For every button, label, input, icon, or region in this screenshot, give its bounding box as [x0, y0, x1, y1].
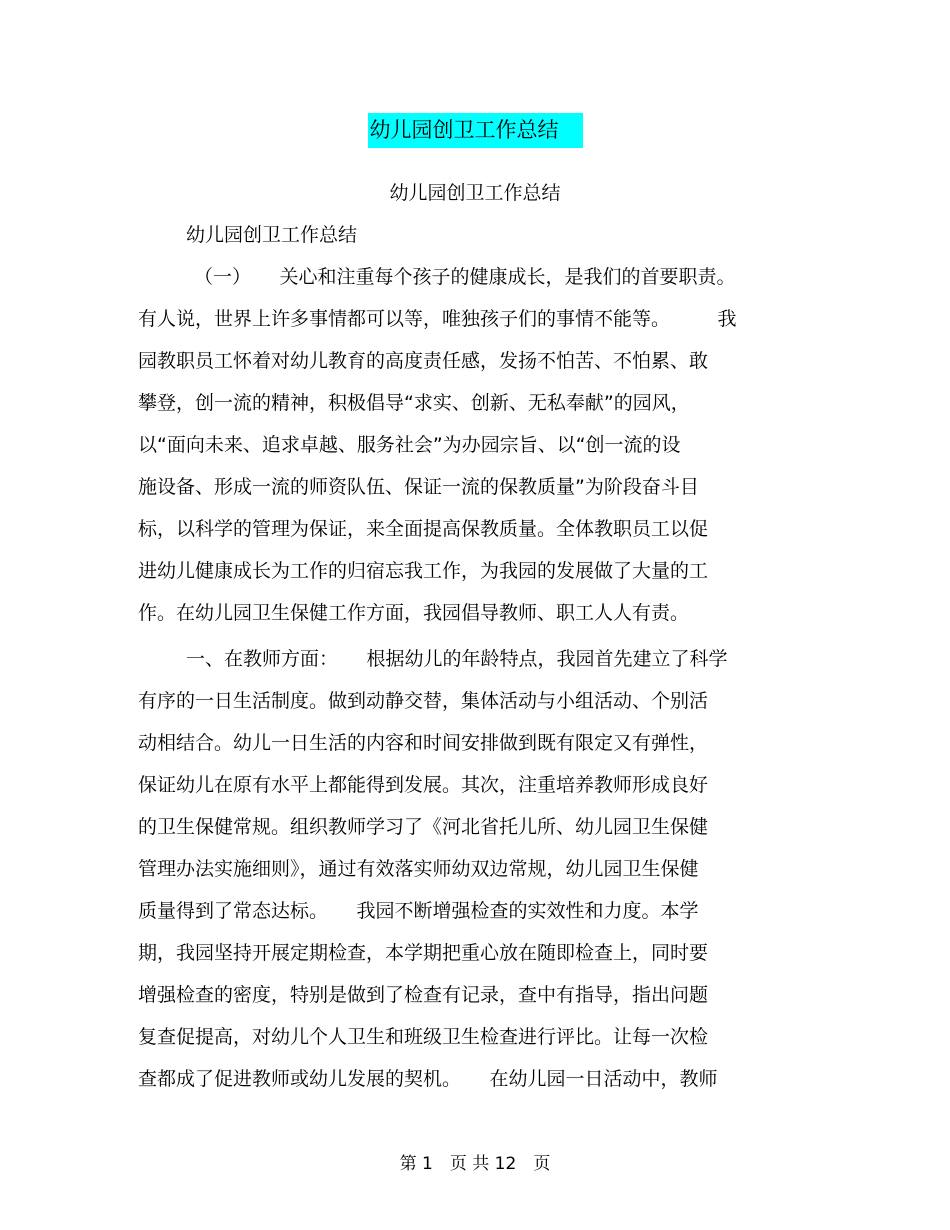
body-line: 作。在幼儿园卫生保健工作方面，我园倡导教师、职工人人有责。 [138, 602, 690, 624]
title-container [0, 113, 950, 148]
body-line: 有人说，世界上许多事情都可以等，唯独孩子们的事情不能等。 我 [138, 308, 737, 330]
body-line: （一） 关心和注重每个孩子的健康成长，是我们的首要职责。 [194, 266, 736, 288]
body-line: 攀登，创一流的精神，积极倡导“求实、创新、无私奉献”的园风， [138, 392, 690, 414]
body-line: 增强检查的密度，特别是做到了检查有记录，查中有指导，指出问题 [138, 984, 709, 1006]
body-line: 复查促提高，对幼儿个人卫生和班级卫生检查进行评比。让每一次检 [138, 1026, 709, 1048]
body-line: 一、在教师方面： 根据幼儿的年龄特点，我园首先建立了科学 [186, 648, 728, 670]
document-title: 幼儿园创卫工作总结 [368, 113, 583, 148]
page-footer: 第 1 页 共 12 页 [399, 1154, 551, 1174]
body-line: 期，我园坚持开展定期检查，本学期把重心放在随即检查上，同时要 [138, 942, 709, 964]
body-line: 有序的一日生活制度。做到动静交替，集体活动与小组活动、个别活 [138, 690, 709, 712]
body-line: 动相结合。幼儿一日生活的内容和时间安排做到既有限定又有弹性， [138, 732, 709, 754]
body-line: 保证幼儿在原有水平上都能得到发展。其次，注重培养教师形成良好 [138, 774, 709, 796]
body-line: 的卫生保健常规。组织教师学习了《河北省托儿所、幼儿园卫生保健 [138, 816, 709, 838]
body-line: 质量得到了常态达标。 我园不断增强检查的实效性和力度。本学 [138, 900, 699, 922]
body-line: 查都成了促进教师或幼儿发展的契机。 在幼儿园一日活动中，教师 [138, 1068, 718, 1090]
document-subtitle: 幼儿园创卫工作总结 [389, 182, 561, 204]
body-line: 进幼儿健康成长为工作的归宿忘我工作，为我园的发展做了大量的工 [138, 560, 709, 582]
body-line: 管理办法实施细则》，通过有效落实师幼双边常规，幼儿园卫生保健 [138, 858, 699, 880]
body-line: 幼儿园创卫工作总结 [186, 224, 358, 246]
body-line: 以“面向未来、追求卓越、服务社会”为办园宗旨、以“创一流的设 [138, 434, 681, 456]
body-line: 标，以科学的管理为保证，来全面提高保教质量。全体教职员工以促 [138, 518, 709, 540]
body-line: 施设备、形成一流的师资队伍、保证一流的保教质量”为阶段奋斗目 [138, 476, 699, 498]
body-line: 园教职员工怀着对幼儿教育的高度责任感，发扬不怕苦、不怕累、敢 [138, 350, 709, 372]
